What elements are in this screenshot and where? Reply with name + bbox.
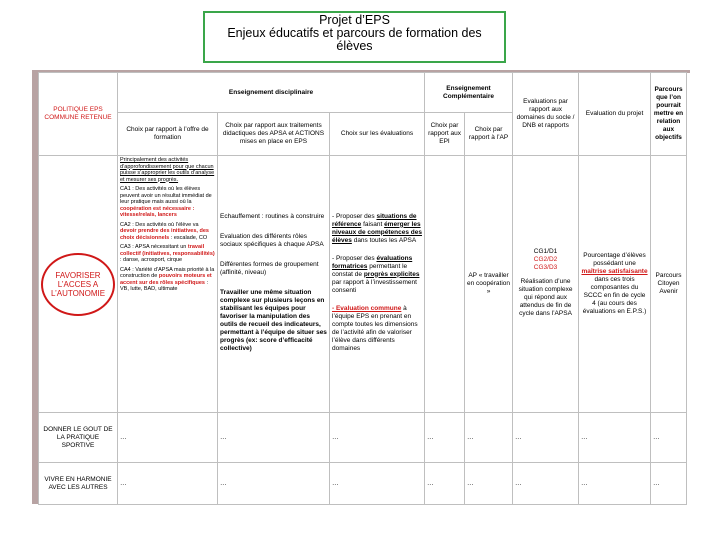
traitement-2: Evaluation des différents rôles sociaux spécifiques à chaque APSA [220, 232, 324, 248]
autonomie-label: FAVORISER L’ACCES A L’AUTONOMIE [41, 253, 115, 316]
eval-a-mid: faisant [363, 220, 383, 228]
vivre-cell-8: … [651, 463, 687, 505]
gout-cell-4: … [425, 413, 465, 463]
row-gout [39, 413, 687, 463]
epi-cell [425, 156, 465, 413]
ca2-highlight-2: décisionnels [135, 234, 170, 241]
eval-b-mid: permettant le constat de [332, 262, 408, 278]
ca3-tail: : danse, acrosport, cirque [120, 257, 183, 263]
traitement-3: Différentes formes de groupement (affinité, niveau) [220, 260, 319, 276]
gout-cell-5: … [465, 413, 513, 463]
cg1: CG1/D1 [533, 247, 558, 255]
eval-b-key-2: progrès explicites [363, 270, 420, 278]
eval-rapport-header: Evaluations par rapport aux domaines du socle / DNB et rapports [513, 73, 579, 156]
vivre-cell-5: … [465, 463, 513, 505]
eval-projet-text: Pourcentage d’élèves possédant une [583, 252, 646, 267]
ca1-highlight: coopération est nécessaire : vitesse/relais, lancers [120, 205, 195, 218]
offre-ca4 [120, 267, 215, 293]
ca2-highlight: devoir prendre des initiatives, des choix [120, 228, 209, 241]
ca4-tail: : VB, lutte, BAD, ultimate [120, 279, 209, 292]
parcours-header: Parcours que l’on pourrait mettre en relation aux objectifs [651, 73, 687, 156]
eps-table [38, 72, 687, 505]
eval-projet-tail: dans ces trois composantes du SCCC en fin de cycle 4 (au cours des évaluations en E.P.S.) [582, 276, 647, 315]
politique-header: POLITIQUE EPS COMMUNE RETENUE [39, 73, 118, 156]
gout-cell-7: … [579, 413, 651, 463]
vivre-cell-6: … [513, 463, 579, 505]
vivre-cell-7: … [579, 463, 651, 505]
evaluation-c [332, 305, 422, 353]
evaluations-cell [330, 156, 425, 413]
gout-cell-6: … [513, 413, 579, 463]
vivre-cell-4: … [425, 463, 465, 505]
row-vivre [39, 463, 687, 505]
eval-a-key-2: émerger les niveaux de compétences des élèves [332, 220, 422, 244]
eval-c-key: - Evaluation commune [332, 304, 402, 312]
choix-ap-header: Choix par rapport à l’AP [465, 113, 513, 156]
gout-cell-3: … [330, 413, 425, 463]
ca2-tail: : escalade, CO [170, 234, 208, 241]
offre-ca3 [120, 244, 215, 264]
evaluation-b [332, 255, 422, 295]
eval-a-text: - Proposer des [332, 212, 375, 220]
gout-label: DONNER LE GOUT DE LA PRATIQUE SPORTIVE [39, 413, 118, 463]
vivre-cell-3: … [330, 463, 425, 505]
traitement-1: Echauffement : routines à construire [220, 212, 325, 220]
gout-cell-2: … [218, 413, 330, 463]
vivre-label: VIVRE EN HARMONIE AVEC LES AUTRES [39, 463, 118, 505]
eval-a-key: situations de référence [332, 212, 417, 228]
ens-comp-header: Enseignement Complémentaire [425, 73, 513, 113]
eval-b-tail: par rapport à l’investissement consenti [332, 278, 417, 294]
ca4-highlight: pouvoirs moteurs et accent sur des rôles spécifiques [120, 273, 212, 286]
cg3: CG3/D3 [533, 263, 558, 271]
choix-offre-header: Choix par rapport à l’offre de formation [118, 113, 218, 156]
ap-cell: AP « travailler en coopération » [465, 156, 513, 413]
title-box [203, 11, 506, 63]
parcours-cell: Parcours Citoyen Avenir [651, 156, 687, 413]
ca2-text: CA2 : Des activités où l’élève va [120, 221, 199, 228]
evaluation-a [332, 213, 422, 245]
ca3-highlight: travail collectif (initiatives, responsabilités) [120, 244, 215, 257]
offre-ca1 [120, 186, 215, 219]
eval-projet-cell [579, 156, 651, 413]
eval-c-text: à l’équipe EPS en prenant en compte toutes les dimensions de l’activité afin de valoriser l’élève dans différents domaines [332, 304, 418, 352]
title-line-3: élèves [336, 39, 373, 53]
choix-epi-header: Choix par rapport aux EPI [425, 113, 465, 156]
gout-cell-8: … [651, 413, 687, 463]
vivre-cell-1: … [118, 463, 218, 505]
eval-b-key: évaluations formatrices [332, 254, 413, 270]
offre-intro: Principalement des activités d’approfondissement pour que chacun puisse s’approprier les outils d’analyse et mesurer ses progrès. [120, 157, 215, 183]
eval-projet-key: maîtrise satisfaisante [581, 268, 648, 275]
ca4-text: CA4 : Variété d’APSA mais priorité à la construction de [120, 266, 215, 279]
eval-projet-header: Evaluation du projet [579, 73, 651, 156]
choix-traitements-header: Choix par rapport aux traitements didactiques des APSA et ACTIONS mises en place en EPS [218, 113, 330, 156]
title-line-1: Projet d’EPS [319, 13, 390, 27]
eval-rapport-cell [513, 156, 579, 413]
eval-rapport-text: Réalisation d’une situation complexe qui répond aux attendus de fin de cycle dans l’APSA [518, 277, 573, 317]
title-line-2: Enjeux éducatifs et parcours de formation des [227, 26, 482, 40]
gout-cell-1: … [118, 413, 218, 463]
ens-disc-header: Enseignement disciplinaire [118, 73, 425, 113]
autonomie-label-cell [39, 156, 118, 413]
ca3-text: CA3 : APSA nécessitant un [120, 244, 187, 250]
eval-b-text: - Proposer des [332, 254, 375, 262]
offre-cell [118, 156, 218, 413]
eval-a-tail: dans toutes les APSA [353, 236, 417, 244]
row-autonomie [39, 156, 687, 413]
ca1-text: CA1 : Des activités où les élèves peuvent avoir un résultat immédiat de leur pratique mais aussi où la [120, 186, 212, 205]
vivre-cell-2: … [218, 463, 330, 505]
header-row-1 [39, 73, 687, 113]
offre-ca2 [120, 222, 215, 242]
traitements-cell [218, 156, 330, 413]
choix-evaluations-header: Choix sur les évaluations [330, 113, 425, 156]
cg2: CG2/D2 [533, 255, 558, 263]
traitement-4: Travailler une même situation complexe sur plusieurs leçons en stabilisant les équipes pour favoriser la manipulation des outils de recueil des indicateurs, permettant à l’équipe de situer ses progrès (ex: score d’efficacité collective) [220, 288, 327, 352]
